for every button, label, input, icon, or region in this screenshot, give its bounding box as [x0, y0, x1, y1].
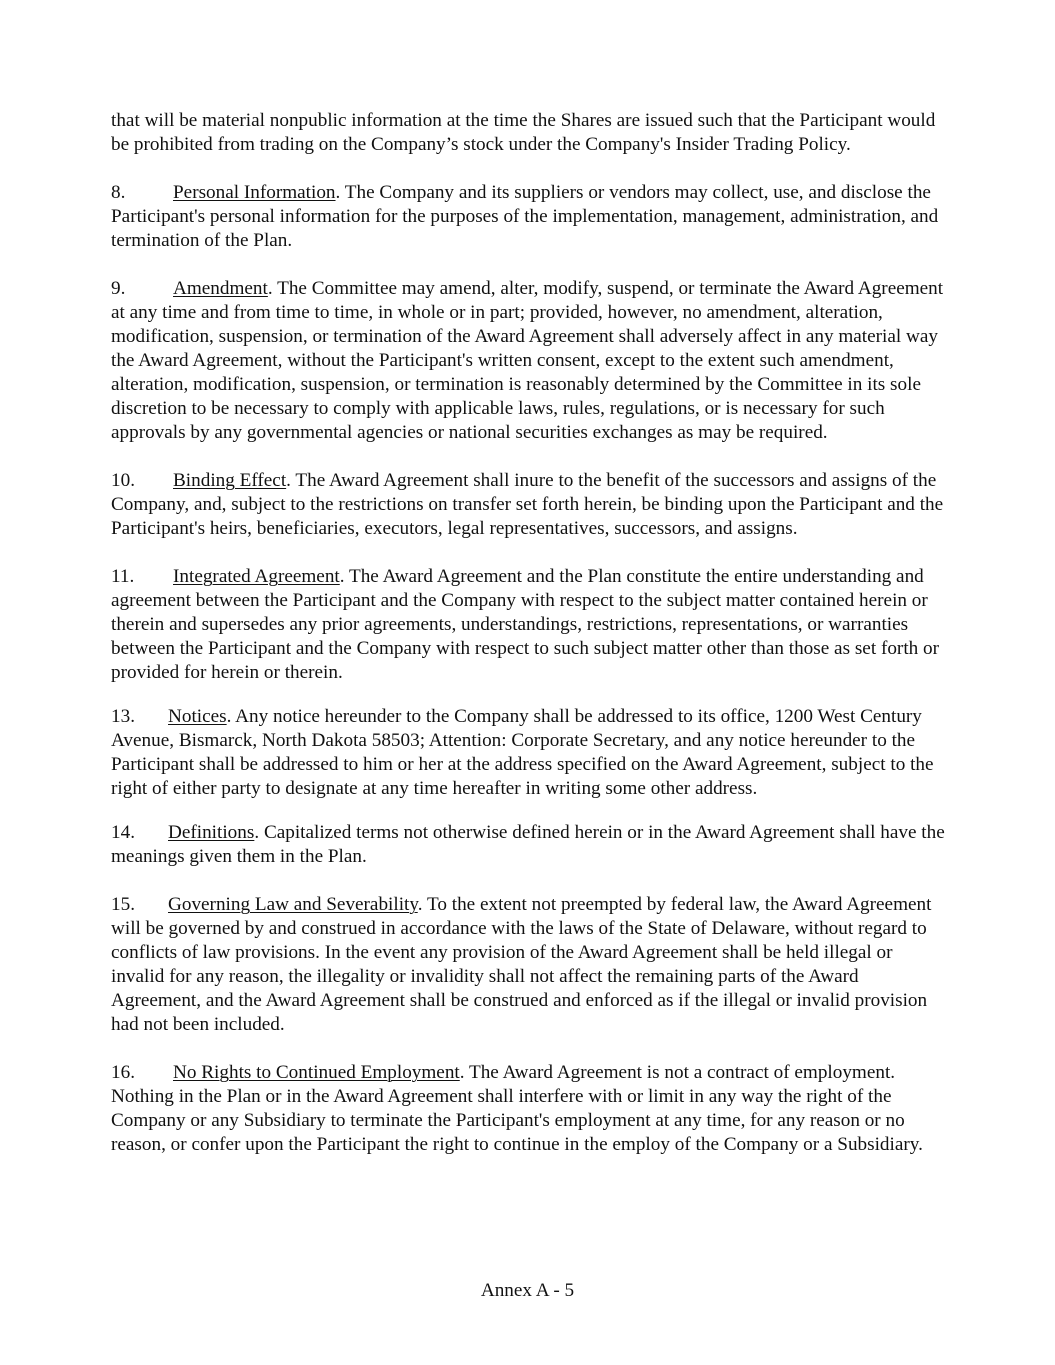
section-heading: Definitions — [168, 822, 255, 843]
section-9 — [111, 277, 946, 445]
section-number: 14. — [111, 822, 135, 843]
section-body: . The Award Agreement shall inure to the benefit of the successors and assigns of the Company, and, subject to the restrictions on transfer set forth herein, be binding upon the Participant and the Participant's heirs, beneficiaries, executors, legal representatives, successors, and assigns. — [111, 470, 944, 539]
section-number: 13. — [111, 706, 135, 727]
section-number: 15. — [111, 894, 135, 915]
section-heading: Notices — [168, 706, 227, 727]
section-body: . Any notice hereunder to the Company shall be addressed to its office, 1200 West Century Avenue, Bismarck, North Dakota 58503; Attention: Corporate Secretary, and any notice hereunder to the Participant shall be addressed to him or her at the address specified on the Award Agreement, subject to the right of either party to designate at any time hereafter in writing some other address. — [111, 706, 934, 799]
section-body: . The Company and its suppliers or vendors may collect, use, and disclose the Participant's personal information for the purposes of the implementation, management, administration, and termination of the Plan. — [111, 182, 939, 251]
section-8 — [111, 181, 946, 253]
section-11 — [111, 565, 946, 685]
section-16 — [111, 1061, 946, 1157]
section-body: . To the extent not preempted by federal law, the Award Agreement will be governed by and construed in accordance with the laws of the State of Delaware, without regard to conflicts of law provisions. In the event any provision of the Award Agreement shall be held illegal or invalid for any reason, the illegality or invalidity shall not affect the remaining parts of the Award Agreement, and the Award Agreement shall be construed and enforced as if the illegal or invalid provision had not been included. — [111, 894, 932, 1035]
section-number: 9. — [111, 278, 126, 299]
section-13 — [111, 705, 946, 801]
section-number: 11. — [111, 566, 135, 587]
section-number: 16. — [111, 1062, 135, 1083]
intro-paragraph: that will be material nonpublic information at the time the Shares are issued such that the Participant would be prohibited from trading on the Company’s stock under the Company's Insider Trading Policy. — [111, 110, 936, 155]
section-number: 10. — [111, 470, 135, 491]
section-body: . Capitalized terms not otherwise defined herein or in the Award Agreement shall have the meanings given them in the Plan. — [111, 822, 945, 867]
section-14 — [111, 821, 946, 869]
section-heading: No Rights to Continued Employment — [173, 1062, 460, 1083]
section-heading: Amendment — [173, 278, 268, 299]
section-body: . The Award Agreement is not a contract of employment. Nothing in the Plan or in the Award Agreement shall interfere with or limit in any way the right of the Company or any Subsidiary to terminate the Participant's employment at any time, for any reason or no reason, or confer upon the Participant the right to continue in the employ of the Company or a Subsidiary. — [111, 1062, 923, 1155]
section-number: 8. — [111, 182, 126, 203]
section-heading: Governing Law and Severability — [168, 894, 418, 915]
document-page — [111, 109, 946, 1181]
section-15 — [111, 893, 946, 1037]
section-10 — [111, 469, 946, 541]
section-heading: Personal Information — [173, 182, 336, 203]
section-body: . The Committee may amend, alter, modify, suspend, or terminate the Award Agreement at any time and from time to time, in whole or in part; provided, however, no amendment, alteration, modification, suspension, or termination of the Award Agreement shall adversely affect in any material way the Award Agreement, without the Participant's written consent, except to the extent such amendment, alteration, modification, suspension, or termination is reasonably determined by the Committee in its sole discretion to be necessary to comply with applicable laws, rules, regulations, or is necessary for such approvals by any governmental agencies or national securities exchanges as may be required. — [111, 278, 944, 443]
section-heading: Binding Effect — [173, 470, 287, 491]
page-footer: Annex A - 5 — [480, 1280, 575, 1301]
section-body: . The Award Agreement and the Plan constitute the entire understanding and agreement between the Participant and the Company with respect to the subject matter contained herein or therein and supersedes any prior agreements, understandings, restrictions, representations, or warranties between the Participant and the Company with respect to such subject matter other than those as set forth or provided for herein or therein. — [111, 566, 940, 683]
section-heading: Integrated Agreement — [173, 566, 340, 587]
